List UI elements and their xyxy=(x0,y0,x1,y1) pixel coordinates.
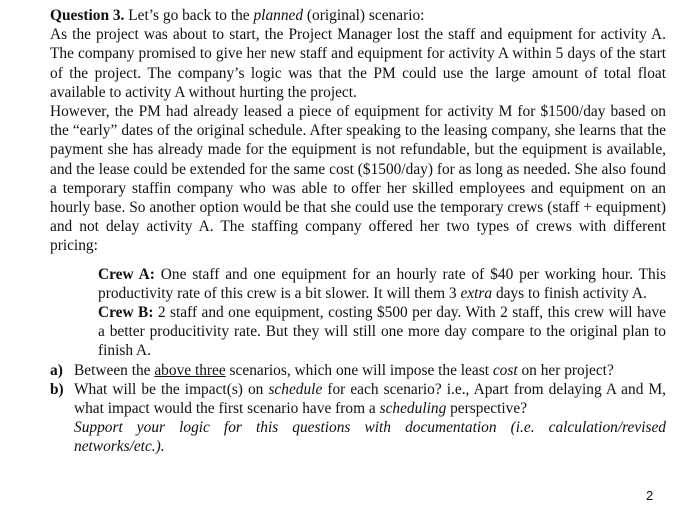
question-intro-c: (original) scenario: xyxy=(303,7,425,24)
scenario-paragraph-2: However, the PM had already leased a piece of equipment for activity M for $1500/day based on the “early” dates of the original schedule. After speaking to the leasing company, she learns that the payment she has already made for the equipment is not refundable, but the equipment is available, and the lease could be extended for the same cost ($1500/day) for as long as needed. She also found a temporary staffin company who was able to offer her skilled employees and equipment on an hourly base. So another option would be that she could use the temporary crews (staff + equipment) and not delay activity A. The staffing company offered her two types of crews with different pricing: xyxy=(50,103,666,255)
sub-question-b-text-2: for each scenario? i.e., Apart from delaying A and M, what impact would the first scenario have from a xyxy=(74,380,666,418)
crew-b-text: 2 staff and one equipment, costing $500 per day. With 2 staff, this crew will have a better producitivity rate. But they will still one more day compare to the original plan to finish A. xyxy=(98,304,667,360)
sub-question-a xyxy=(50,361,666,380)
sub-question-a-text-2: scenarios, which one will impose the least xyxy=(225,361,493,379)
question-intro-planned: planned xyxy=(253,7,304,24)
crew-a-extra: extra xyxy=(460,284,493,302)
crew-b-description xyxy=(98,303,666,361)
sub-question-a-text-3: on her project? xyxy=(517,361,614,379)
scenario-paragraph-1: As the project was about to start, the Project Manager lost the staff and equipment for activity A. The company promised to give her new staff and equipment for activity A within 5 days of the start of the project. The company’s logic was that the PM could use the large amount of total float available to activity A without hurting the project. xyxy=(50,26,666,101)
crew-a-text-2: days to finish activity A. xyxy=(492,284,647,302)
page-number: 2 xyxy=(646,488,654,503)
question-label: Question 3. xyxy=(50,7,125,24)
sub-question-a-text-1: Between the xyxy=(74,361,155,379)
crew-b-label: Crew B: xyxy=(98,304,154,322)
document-page xyxy=(50,6,666,457)
sub-questions xyxy=(50,361,666,419)
sub-question-a-underlined: above three xyxy=(154,361,226,379)
sub-question-b-text-3: perspective? xyxy=(446,400,528,418)
sub-question-a-mark: a) xyxy=(50,361,63,379)
support-instruction: Support your logic for this questions with documentation (i.e. calculation/revised networks/etc.). xyxy=(74,419,666,456)
sub-question-b-mark: b) xyxy=(50,380,64,398)
crew-a-description xyxy=(98,265,666,303)
sub-question-b-schedule: schedule xyxy=(268,380,323,398)
question-intro-a: Let’s go back to the xyxy=(124,7,254,24)
crew-options xyxy=(98,265,666,361)
sub-question-b-text-1: What will be the impact(s) on xyxy=(74,380,269,398)
crew-a-label: Crew A: xyxy=(98,265,155,283)
sub-question-b-scheduling: scheduling xyxy=(379,400,447,418)
sub-question-b xyxy=(50,380,666,418)
question-heading xyxy=(50,6,666,25)
crew-a-text-1: One staff and one equipment for an hourly rate of $40 per working hour. This productivity rate of this crew is a bit slower. It will them 3 xyxy=(98,265,667,302)
sub-question-a-cost: cost xyxy=(492,361,518,379)
